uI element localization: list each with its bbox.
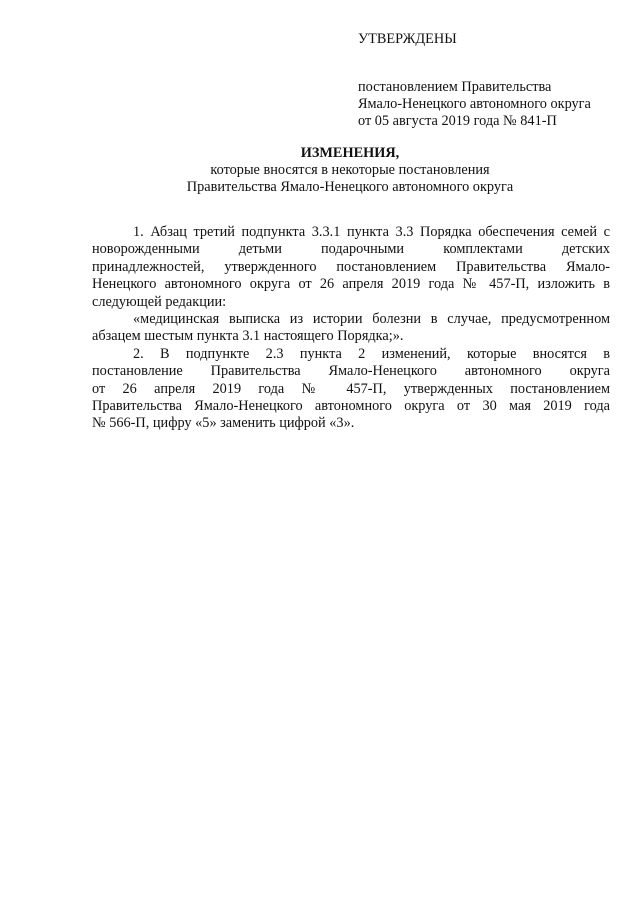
text-line: № 566-П, цифру «5» заменить цифрой «3».	[92, 415, 355, 432]
paragraph	[92, 311, 610, 346]
text-line: новорожденными детьми подарочными комплектами детских	[92, 241, 610, 258]
text-line: 2. В подпункте 2.3 пункта 2 изменений, которые вносятся в	[133, 345, 610, 362]
approval-line: Ямало-Ненецкого автономного округа	[358, 96, 591, 112]
text-line: «медицинская выписка из истории болезни в случае, предусмотренном	[133, 310, 610, 327]
paragraph	[92, 224, 610, 311]
text-line: постановление Правительства Ямало-Ненецкого автономного округа	[92, 363, 610, 380]
text-line: принадлежностей, утвержденного постановлением Правительства Ямало-	[92, 258, 610, 275]
document-subtitle: которые вносятся в некоторые постановления	[210, 162, 490, 178]
text-line: абзацем шестым пункта 3.1 настоящего Порядка;».	[92, 328, 404, 345]
text-line: Правительства Ямало-Ненецкого автономного округа от 30 мая 2019 года	[92, 397, 610, 414]
paragraph	[92, 346, 610, 433]
approved-heading: УТВЕРЖДЕНЫ	[358, 31, 457, 47]
document-body	[92, 224, 610, 433]
text-line: Ненецкого автономного округа от 26 апреля 2019 года № 457-П, изложить в	[92, 276, 610, 293]
document-subtitle: Правительства Ямало-Ненецкого автономного округа	[186, 179, 514, 195]
document-title: ИЗМЕНЕНИЯ,	[300, 145, 400, 161]
text-line: следующей редакции:	[92, 293, 227, 310]
text-line: 1. Абзац третий подпункта 3.3.1 пункта 3.3 Порядка обеспечения семей с	[133, 224, 610, 240]
approval-line: постановлением Правительства	[358, 79, 552, 95]
text-line: от 26 апреля 2019 года № 457-П, утвержденных постановлением	[92, 380, 610, 397]
approval-line: от 05 августа 2019 года № 841-П	[358, 113, 557, 129]
